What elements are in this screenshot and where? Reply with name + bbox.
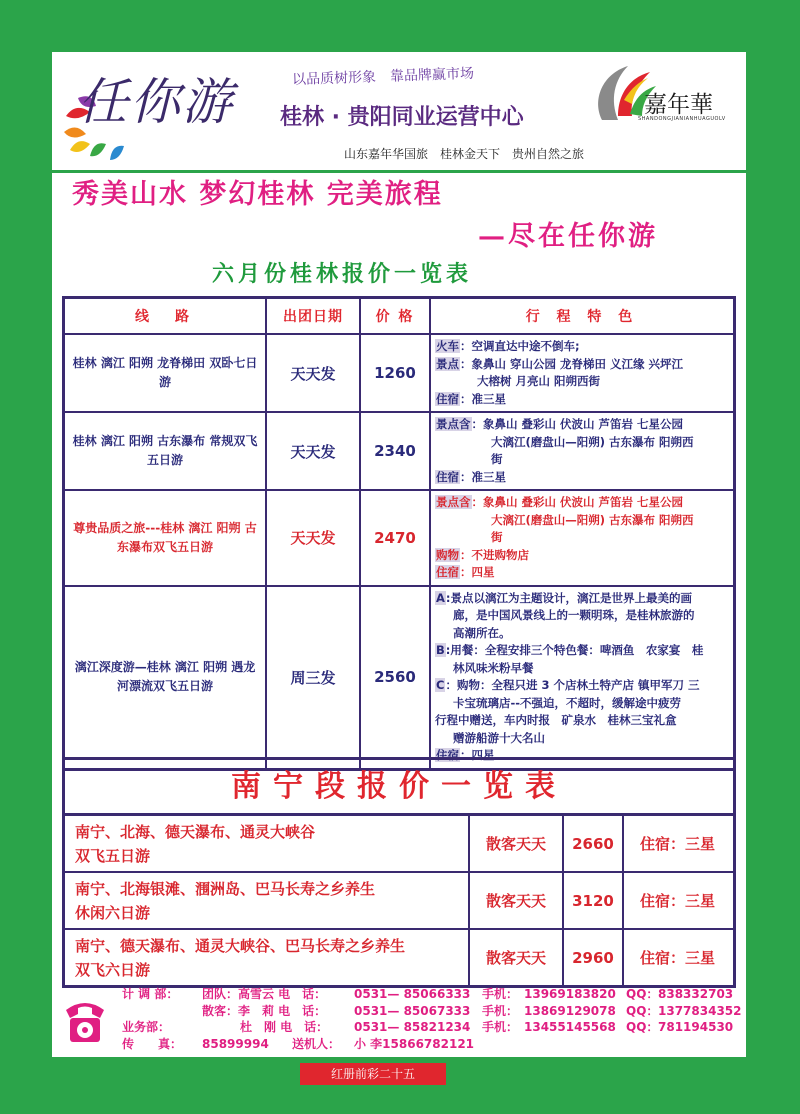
- feature-line: 高潮所在。: [453, 625, 511, 640]
- route-cell: 漓江深度游—桂林 漓江 阳朔 遇龙河漂流双飞五日游: [64, 586, 267, 770]
- route-cell: 尊贵品质之旅---桂林 漓江 阳朔 古东瀑布双飞五日游: [64, 490, 267, 586]
- date-cell: 天天发: [266, 412, 360, 490]
- features-cell: [430, 334, 735, 412]
- feature-line: 景点含：象鼻山 叠彩山 伏波山 芦笛岩 七星公园: [436, 417, 684, 431]
- feature-line: C：购物：全程只进 3 个店林土特产店 镇甲军刀 三: [436, 678, 700, 692]
- table-row: [64, 815, 735, 873]
- feature-line: 景点：象鼻山 穿山公园 龙脊梯田 义江缘 兴坪江: [436, 356, 684, 371]
- feature-line: 住宿：准三星: [436, 469, 506, 484]
- telephone-icon: [64, 992, 106, 1044]
- feature-line: A:景点以漓江为主题设计，漓江是世界上最美的画: [436, 590, 693, 605]
- features-cell: [430, 586, 735, 770]
- type-cell: 散客天天: [469, 929, 563, 987]
- table-row: [64, 334, 735, 412]
- slogan: 以品质树形象 靠品牌赢市场: [291, 65, 475, 89]
- feature-line: 林风味米粉早餐: [453, 660, 534, 675]
- price-cell: 1260: [360, 334, 430, 412]
- features-cell: [430, 490, 735, 586]
- guilin-price-table: [62, 296, 736, 771]
- price-cell: 2560: [360, 586, 430, 770]
- headline-tagline: —尽在任你游: [478, 221, 658, 252]
- feature-line: 街: [491, 530, 503, 544]
- feature-line: 街: [491, 452, 503, 466]
- route-cell: 南宁、北海、德天瀑布、通灵大峡谷 双飞五日游: [64, 815, 470, 873]
- feature-line: 赠游船游十大名山: [453, 730, 545, 745]
- type-cell: 散客天天: [469, 872, 563, 929]
- col-date: 出团日期: [266, 298, 360, 335]
- feature-line: 住宿：四星: [436, 748, 495, 762]
- table-header-row: [64, 298, 735, 335]
- price-cell: 3120: [563, 872, 623, 929]
- feature-line: 住宿：准三星: [436, 391, 506, 406]
- col-route: 线 路: [64, 298, 267, 335]
- type-cell: 散客天天: [469, 815, 563, 873]
- price-cell: 2960: [563, 929, 623, 987]
- feature-line: 廊，是中国风景线上的一颗明珠，是桂林旅游的: [453, 608, 695, 622]
- feature-line: 火车：空调直达中途不倒车;: [436, 339, 580, 353]
- feature-line: 行程中赠送，车内时报 矿泉水 桂林三宝礼盒: [435, 713, 677, 727]
- headline: 秀美山水 梦幻桂林 完美旅程: [72, 179, 443, 210]
- stay-cell: 住宿：三星: [623, 929, 735, 987]
- table-row: [64, 586, 735, 770]
- route-cell: 桂林 漓江 阳朔 古东瀑布 常规双飞五日游: [64, 412, 267, 490]
- carnival-brand-name: 嘉年華: [644, 92, 713, 118]
- features-cell: [430, 412, 735, 490]
- date-cell: 天天发: [266, 334, 360, 412]
- carnival-brand-sub: SHANDONGJIANIANHUAGUOLV: [638, 116, 726, 122]
- date-cell: 周三发: [266, 586, 360, 770]
- nanning-table-title: 南宁段报价一览表: [62, 757, 736, 813]
- stay-cell: 住宿：三星: [623, 815, 735, 873]
- brochure-sheet: 任你游 以品质树形象 靠品牌赢市场 桂林 · 贵阳同业运营中心 山东嘉年华国旅 桂林金天下 贵州自然之旅 嘉年華 SHANDONGJIANIANHUAGUOLV 秀美山水 梦幻桂林 完美旅程 —尽在任你游 六月份桂林报价一览表 线 路 出团日期 价 格 行 程 特 色 桂林 漓江 阳朔 龙脊梯田 双卧七日游 天天发 1260 火车：空调直达中途不倒车; 景点：象鼻山 穿山公园 龙脊梯田 义江缘 兴坪江 大榕树 月亮山 阳朔西街 住宿：准三星 桂林 漓江 阳朔 古东瀑布 常规双飞五日游 天天发 2340 景点含：象鼻山 叠彩山 伏波山 芦笛岩 七星公园 大漓江(磨盘山—阳朔) 古东瀑布 阳朔西 街 住宿：准三星 尊贵品质之旅---桂林 漓江 阳朔 古东瀑布双飞五日游 天天发 2470 景点含：象鼻山 叠彩山 伏波山 芦笛岩 七星公园 大漓江(磨盘山—阳朔) 古东瀑布 阳朔西 街 购物：不进购物店 住宿：四星 漓江深度游—桂林 漓江 阳朔 遇龙河漂流双飞五日游 周三发 2560 A:景点以漓江为主题设计，漓江是世界上最美的画 廊，是中国风景线上的一颗明珠，是桂林旅游的 高潮所在。 B:用餐：全程安排三个特色餐：啤酒鱼 农家宴 桂 林风味米粉早餐 C：购物：全程只进 3 个店林土特产店 镇甲军刀 三 卡宝琉璃店--不强迫，不超时，缓解途中疲劳 行程中赠送，车内时报 矿泉水 桂林三宝礼盒 赠游船游十大名山 住宿：四星 南宁段报价一览表 南宁、北海、德天瀑布、通灵大峡谷 双飞五日游 散客天天 2660 住宿：三星 南宁、北海银滩、涠洲岛、巴马长寿之乡养生 休闲六日游 散客天天 3120 住宿：三星 南宁、德天瀑布、通灵大峡谷、巴马长寿之乡养生 双飞六日游 散客天天 2960 住宿：三星 计 调 部： 团队：高雪云 电 话： 0531— 85066333 手机： 13969183820 QQ： 838332703 散客：李 莉 电 话： 0531— 85067333 手机： 13869129078 QQ： 1377834352 业务部： 杜 刚 电 话： 0531— 85821234 手机： 13455145568 QQ： 781194530 传 真： 85899994 送机人： 小 李15866782121: [52, 52, 746, 1057]
- feature-line: B:用餐：全程安排三个特色餐：啤酒鱼 农家宴 桂: [436, 643, 704, 657]
- date-cell: 天天发: [266, 490, 360, 586]
- table-row: [64, 872, 735, 929]
- price-cell: 2340: [360, 412, 430, 490]
- feature-line: 住宿：四星: [436, 565, 495, 579]
- feature-line: 景点含：象鼻山 叠彩山 伏波山 芦笛岩 七星公园: [436, 495, 684, 509]
- header: [52, 52, 746, 173]
- stay-cell: 住宿：三星: [623, 872, 735, 929]
- brand-logo-text: 任你游: [78, 73, 234, 131]
- table-row: [64, 412, 735, 490]
- center-name: 桂林 · 贵阳同业运营中心: [280, 105, 524, 130]
- route-cell: 南宁、德天瀑布、通灵大峡谷、巴马长寿之乡养生 双飞六日游: [64, 929, 470, 987]
- route-cell: 南宁、北海银滩、涠洲岛、巴马长寿之乡养生 休闲六日游: [64, 872, 470, 929]
- page-footer-label: 红册前彩二十五: [300, 1063, 446, 1085]
- feature-line: 大漓江(磨盘山—阳朔) 古东瀑布 阳朔西: [491, 434, 694, 449]
- nanning-price-table: [62, 813, 736, 988]
- feature-line: 卡宝琉璃店--不强迫，不超时，缓解途中疲劳: [453, 695, 682, 710]
- price-cell: 2660: [563, 815, 623, 873]
- table-row: [64, 490, 735, 586]
- feature-line: 购物：不进购物店: [436, 547, 529, 562]
- feature-line: 大漓江(磨盘山—阳朔) 古东瀑布 阳朔西: [491, 512, 694, 527]
- guilin-table-title: 六月份桂林报价一览表: [212, 261, 473, 287]
- table-row: [64, 929, 735, 987]
- feature-line: 大榕树 月亮山 阳朔西街: [477, 374, 601, 388]
- price-cell: 2470: [360, 490, 430, 586]
- partner-subline: 山东嘉年华国旅 桂林金天下 贵州自然之旅: [344, 147, 585, 161]
- col-features: 行 程 特 色: [430, 298, 735, 335]
- route-cell: 桂林 漓江 阳朔 龙脊梯田 双卧七日游: [64, 334, 267, 412]
- col-price: 价 格: [360, 298, 430, 335]
